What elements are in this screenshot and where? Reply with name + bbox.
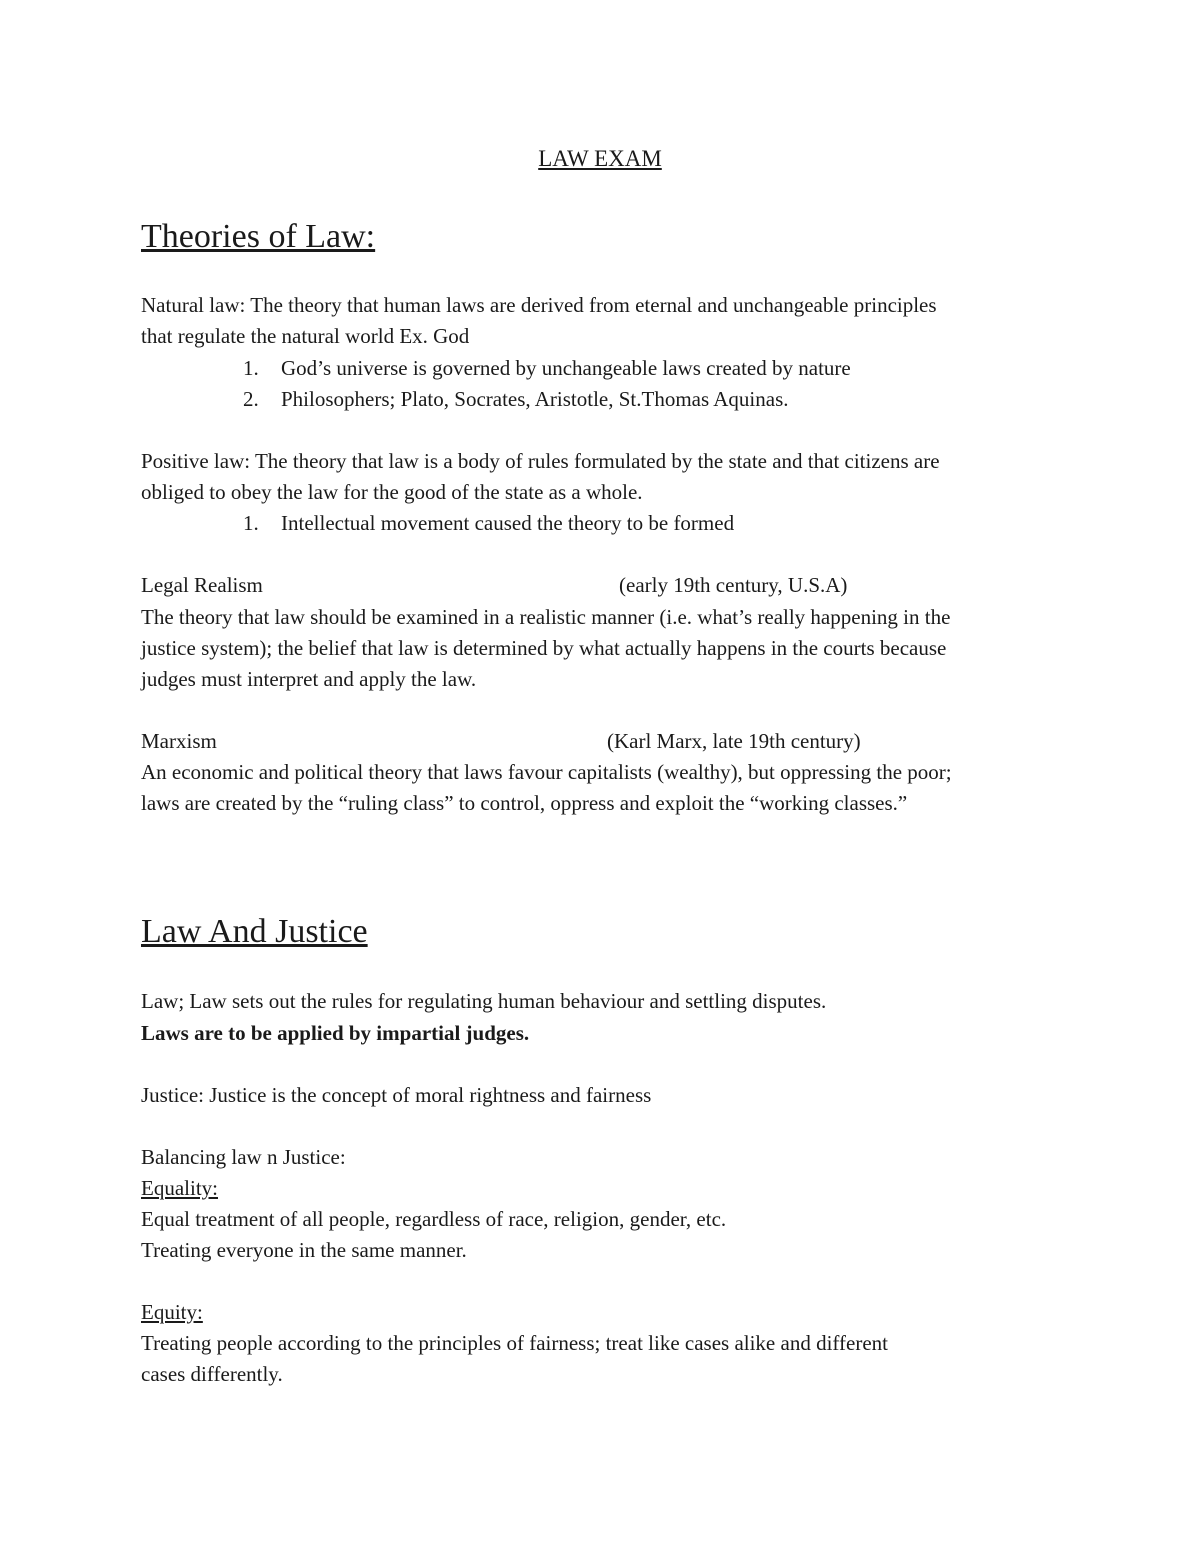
marxism-note: (Karl Marx, late 19th century): [607, 729, 861, 753]
legal-realism-line-3: judges must interpret and apply the law.: [141, 667, 477, 691]
balancing-label: Balancing law n Justice:: [141, 1145, 346, 1169]
natural-law-line-2: that regulate the natural world Ex. God: [141, 324, 470, 348]
natural-law-item-2: [243, 384, 789, 414]
marxism-name: Marxism: [141, 729, 217, 753]
document-title: LAW EXAM: [538, 146, 662, 171]
theories-of-law-heading: Theories of Law:: [141, 218, 376, 255]
equality-label: Equality:: [141, 1176, 218, 1200]
law-definition-line: Law; Law sets out the rules for regulating human behaviour and settling disputes.: [141, 989, 827, 1013]
list-text: God’s universe is governed by unchangeable laws created by nature: [281, 356, 851, 380]
law-and-justice-heading: Law And Justice: [141, 913, 368, 950]
natural-law-item-1: [243, 353, 851, 383]
equity-line-1: Treating people according to the principles of fairness; treat like cases alike and different: [141, 1331, 888, 1355]
legal-realism-line-2: justice system); the belief that law is determined by what actually happens in the courts because: [141, 636, 947, 660]
equity-label: Equity:: [141, 1300, 203, 1324]
equality-line-2: Treating everyone in the same manner.: [141, 1238, 467, 1262]
list-number: 1.: [243, 511, 259, 535]
marxism-line-2: laws are created by the “ruling class” to control, oppress and exploit the “working classes.”: [141, 791, 908, 815]
positive-law-line-1: Positive law: The theory that law is a body of rules formulated by the state and that citizens are: [141, 449, 940, 473]
equality-line-1: Equal treatment of all people, regardless of race, religion, gender, etc.: [141, 1207, 727, 1231]
marxism-line-1: An economic and political theory that laws favour capitalists (wealthy), but oppressing the poor;: [141, 760, 952, 784]
legal-realism-line-1: The theory that law should be examined in a realistic manner (i.e. what’s really happening in the: [141, 605, 951, 629]
list-number: 2.: [243, 387, 259, 411]
legal-realism-note: (early 19th century, U.S.A): [619, 573, 848, 597]
positive-law-line-2: obliged to obey the law for the good of the state as a whole.: [141, 480, 643, 504]
list-text: Philosophers; Plato, Socrates, Aristotle, St.Thomas Aquinas.: [281, 387, 789, 411]
law-bold-statement: Laws are to be applied by impartial judges.: [141, 1021, 530, 1045]
list-number: 1.: [243, 356, 259, 380]
positive-law-item-1: [243, 508, 734, 538]
equity-line-2: cases differently.: [141, 1362, 283, 1386]
natural-law-line-1: Natural law: The theory that human laws are derived from eternal and unchangeable principles: [141, 293, 937, 317]
justice-definition-line: Justice: Justice is the concept of moral rightness and fairness: [141, 1083, 652, 1107]
list-text: Intellectual movement caused the theory to be formed: [281, 511, 735, 535]
legal-realism-name: Legal Realism: [141, 573, 263, 597]
